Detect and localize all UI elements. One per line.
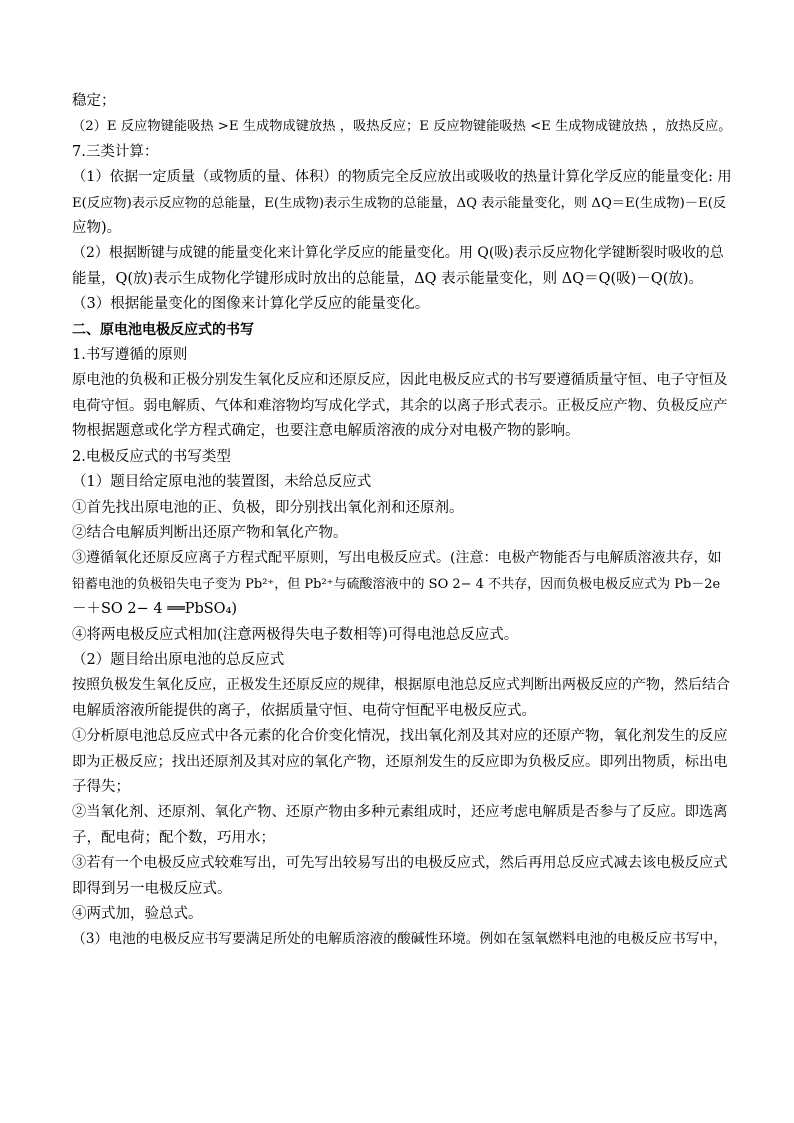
text-line: （1）依据一定质量（或物质的量、体积）的物质完全反应放出或吸收的热量计算化学反应的能量变化: 用 xyxy=(72,169,732,186)
text-line: 电荷守恒。弱电解质、气体和难溶物均写成化学式，其余的以离子形式表示。正极反应产物、负极反应产 xyxy=(72,397,728,414)
text-line: 按照负极发生氧化反应，正极发生还原反应的规律，根据原电池总反应式判断出两极反应的产物，然后结合 xyxy=(72,677,730,694)
text-line: 稳定； xyxy=(72,93,116,109)
text-line: 7.三类计算： xyxy=(72,143,159,160)
text-line: ④两式加，验总式。 xyxy=(72,906,203,922)
text-line: （1）题目给定原电池的装置图，未给总反应式 xyxy=(72,474,372,491)
text-line: 铅蓄电池的负极铅失电子变为 Pb²⁺，但 Pb²⁺与硫酸溶液中的 SO 2− 4 不共存，因而负极电极反应式为 Pb－2e xyxy=(72,576,721,592)
text-line: ②结合电解质判断出还原产物和氧化产物。 xyxy=(72,524,348,541)
text-line: 子，配电荷；配个数，巧用水； xyxy=(72,829,275,846)
text-line: 电解质溶液所能提供的离子，依据质量守恒、电荷守恒配平电极反应式。 xyxy=(72,702,536,719)
text-line: ②当氧化剂、还原剂、氧化产物、还原产物由多种元素组成时，还应考虑电解质是否参与了反应。即选离 xyxy=(72,804,728,821)
text-line: （2）E 反应物键能吸热 >E 生成物成键放热 ，吸热反应；E 反应物键能吸热 <E 生成物成键放热 ，放热反应。 xyxy=(72,119,732,135)
text-line: 子得失； xyxy=(72,778,130,795)
text-line: 物根据题意或化学方程式确定，也要注意电解质溶液的成分对电极产物的影响。 xyxy=(72,423,580,440)
text-line: （3）根据能量变化的图像来计算化学反应的能量变化。 xyxy=(72,296,430,313)
text-line: ④将两电极反应式相加(注意两极得失电子数相等)可得电池总反应式。 xyxy=(72,626,519,643)
text-line: （2）根据断键与成键的能量变化来计算化学反应的能量变化。用 Q(吸)表示反应物化学键断裂时吸收的总 xyxy=(72,245,724,262)
text-line: 能量，Q(放)表示生成物化学键形成时放出的总能量，ΔQ 表示能量变化，则 ΔQ＝Q(吸)－Q(放)。 xyxy=(72,270,704,287)
text-line: E(反应物)表示反应物的总能量，E(生成物)表示生成物的总能量，ΔQ 表示能量变化，则 ΔQ＝E(生成物)－E(反 xyxy=(72,195,727,211)
text-line: 即得到另一电极反应式。 xyxy=(72,880,232,897)
section-heading: 二、原电池电极反应式的书写 xyxy=(72,321,254,338)
text-line: 应物)。 xyxy=(72,220,122,237)
text-line: 2.电极反应式的书写类型 xyxy=(72,448,231,465)
text-line: 即为正极反应；找出还原剂及其对应的氧化产物，还原剂发生的反应即为负极反应。即列出物质，标出电 xyxy=(72,753,728,770)
text-line: （3）电池的电极反应书写要满足所处的电解质溶液的酸碱性环境。例如在氢氧燃料电池的电极反应书写中， xyxy=(72,931,728,948)
text-line: 1.书写遵循的原则 xyxy=(72,347,188,364)
text-line: ①首先找出原电池的正、负极，即分别找出氧化剂和还原剂。 xyxy=(72,499,464,516)
text-line: （2）题目给出原电池的总反应式 xyxy=(72,651,285,668)
text-line: ③遵循氧化还原反应离子方程式配平原则，写出电极反应式。(注意：电极产物能否与电解质溶液共存，如 xyxy=(72,550,722,567)
text-line: －＋SO 2− 4 ══PbSO₄) xyxy=(72,601,238,618)
text-line: ①分析原电池总反应式中各元素的化合价变化情况，找出氧化剂及其对应的还原产物，氧化剂发生的反应 xyxy=(72,728,728,745)
text-line: 原电池的负极和正极分别发生氧化反应和还原反应，因此电极反应式的书写要遵循质量守恒、电子守恒及 xyxy=(72,372,728,389)
document-body xyxy=(72,89,732,953)
text-line: ③若有一个电极反应式较难写出，可先写出较易写出的电极反应式，然后再用总反应式减去该电极反应式 xyxy=(72,855,728,872)
